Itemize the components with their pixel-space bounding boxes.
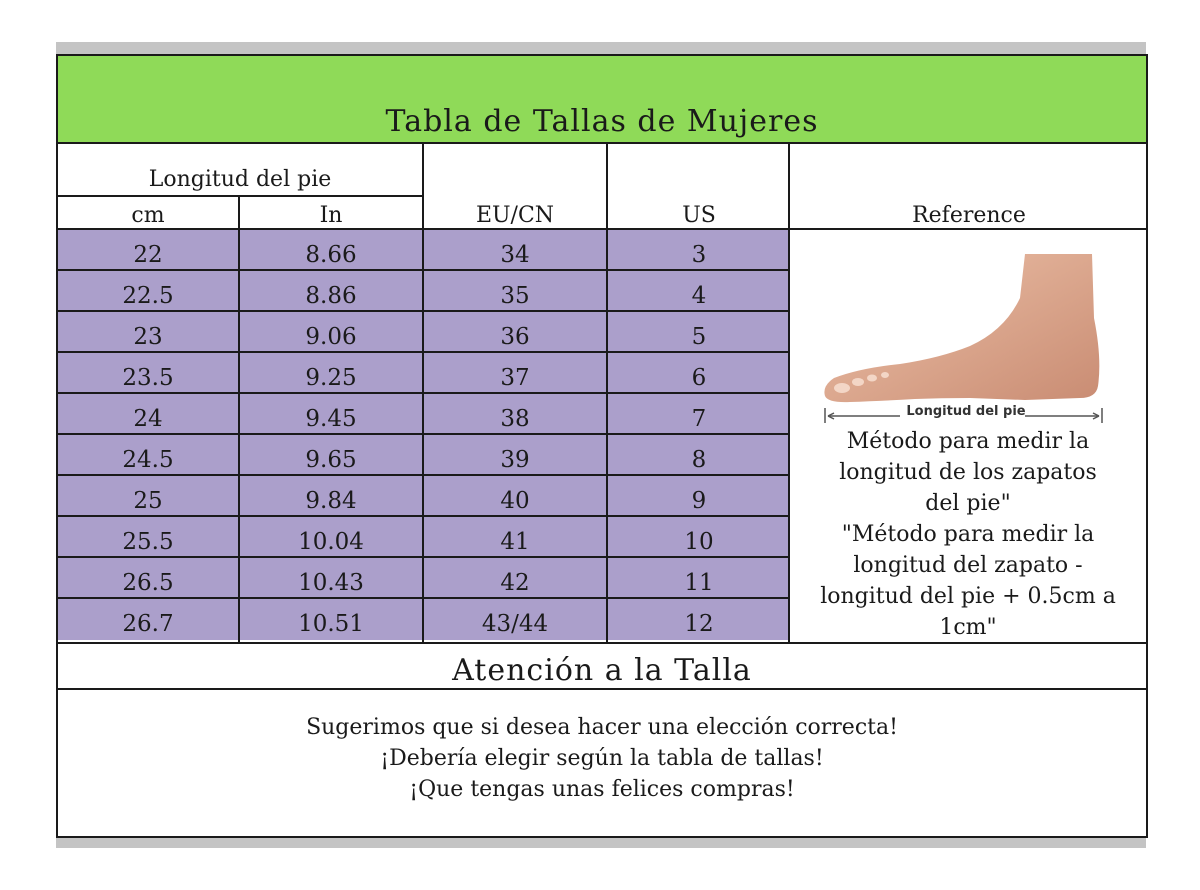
table-row: [58, 435, 790, 476]
cell-eu: 41: [500, 529, 530, 555]
cell-in: 9.84: [305, 488, 357, 514]
table-row: [58, 599, 790, 640]
reference-line: 1cm": [939, 615, 997, 640]
cell-us: 11: [684, 570, 714, 596]
table-row: [58, 394, 790, 435]
cell-eu: 40: [500, 488, 530, 514]
header-cm: cm: [131, 203, 165, 228]
reference-line: del pie": [925, 491, 1011, 516]
foot-illustration: [820, 248, 1110, 428]
table-row: [58, 353, 790, 394]
table-row: [58, 476, 790, 517]
cell-us: 12: [684, 611, 714, 637]
cell-in: 8.66: [305, 242, 357, 268]
cell-cm: 23.5: [122, 365, 174, 391]
cell-us: 6: [691, 365, 707, 391]
title-bar: [58, 56, 1146, 144]
cell-eu: 36: [500, 324, 530, 350]
cell-cm: 22: [133, 242, 163, 268]
cell-cm: 24: [133, 406, 163, 432]
cell-cm: 24.5: [122, 447, 174, 473]
cell-us: 7: [691, 406, 707, 432]
column-divider: [606, 144, 608, 642]
cell-in: 10.51: [298, 611, 364, 637]
cell-cm: 26.5: [122, 570, 174, 596]
cell-eu: 39: [500, 447, 530, 473]
cell-in: 9.65: [305, 447, 357, 473]
note-line: ¡Que tengas unas felices compras!: [409, 777, 795, 802]
table-row: [58, 230, 790, 271]
attention-heading: Atención a la Talla: [58, 642, 1146, 690]
header-foot-length: Longitud del pie: [148, 167, 332, 192]
cell-in: 10.43: [298, 570, 364, 596]
cell-us: 8: [691, 447, 707, 473]
cell-eu: 43/44: [481, 611, 549, 637]
cell-us: 5: [691, 324, 707, 350]
cell-in: 9.06: [305, 324, 357, 350]
table-row: [58, 271, 790, 312]
cell-cm: 26.7: [122, 611, 174, 637]
cell-us: 4: [691, 283, 707, 309]
cell-in: 8.86: [305, 283, 357, 309]
page-shadow-top: [56, 42, 1146, 54]
header-us: US: [682, 203, 716, 228]
cell-cm: 23: [133, 324, 163, 350]
reference-line: Método para medir la: [846, 429, 1090, 454]
note-line: Sugerimos que si desea hacer una elección correcta!: [306, 715, 898, 740]
header-in: In: [319, 203, 343, 228]
cell-us: 10: [684, 529, 714, 555]
cell-us: 3: [691, 242, 707, 268]
column-divider: [422, 144, 424, 642]
foot-length-caption: Longitud del pie: [906, 404, 1026, 419]
table-row: [58, 558, 790, 599]
cell-cm: 25: [133, 488, 163, 514]
reference-line: longitud del pie + 0.5cm a: [820, 584, 1116, 609]
reference-line: "Método para medir la: [841, 522, 1095, 547]
cell-eu: 38: [500, 406, 530, 432]
reference-panel: [790, 230, 1146, 642]
reference-line: longitud del zapato -: [853, 553, 1083, 578]
table-row: [58, 312, 790, 353]
header-reference: Reference: [912, 203, 1026, 228]
cell-cm: 25.5: [122, 529, 174, 555]
cell-eu: 35: [500, 283, 530, 309]
cell-in: 9.25: [305, 365, 357, 391]
notes-block: [58, 712, 1146, 805]
cell-in: 9.45: [305, 406, 357, 432]
cell-us: 9: [691, 488, 707, 514]
table-row: [58, 517, 790, 558]
reference-line: longitud de los zapatos: [839, 460, 1097, 485]
cell-in: 10.04: [298, 529, 364, 555]
cell-eu: 34: [500, 242, 530, 268]
column-divider: [238, 195, 240, 642]
cell-cm: 22.5: [122, 283, 174, 309]
chart-title: Tabla de Tallas de Mujeres: [385, 104, 819, 139]
cell-eu: 37: [500, 365, 530, 391]
note-line: ¡Debería elegir según la tabla de tallas!: [380, 746, 824, 771]
header-eu-cn: EU/CN: [475, 203, 555, 228]
cell-eu: 42: [500, 570, 530, 596]
header-divider: [58, 195, 422, 197]
size-chart-sheet: [56, 54, 1148, 838]
